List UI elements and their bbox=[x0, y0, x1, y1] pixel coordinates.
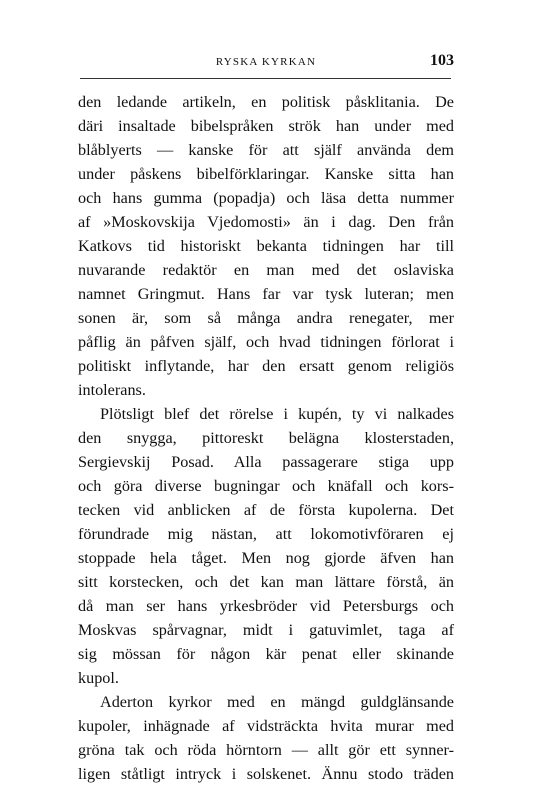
text-line: ligen ståtligt intryck i solskenet. Ännu stodo träden bbox=[78, 765, 454, 783]
body-text bbox=[78, 90, 454, 786]
text-line: nuvarande redaktör en man med det oslaviska bbox=[78, 261, 454, 279]
text-line: blåblyerts — kanske för att själf använda dem bbox=[78, 141, 454, 159]
text-line: under påskens bibelförklaringar. Kanske sitta han bbox=[78, 165, 454, 183]
text-line: intolerans. bbox=[78, 381, 146, 399]
text-line: påflig än påfven själf, och hvad tidningen förlorat i bbox=[78, 333, 454, 351]
text-line: däri insaltade bibelspråken strök han under med bbox=[78, 117, 454, 135]
text-line: Katkovs tid historiskt bekanta tidningen har till bbox=[78, 237, 454, 255]
text-line: Plötsligt blef det rörelse i kupén, ty vi nalkades bbox=[100, 405, 454, 423]
text-line: Moskvas spårvagnar, midt i gatuvimlet, taga af bbox=[78, 621, 454, 639]
text-line: tecken vid anblicken af de första kupolerna. Det bbox=[78, 501, 454, 519]
text-line: Sergievskij Posad. Alla passagerare stiga upp bbox=[78, 453, 454, 471]
text-line: kupol. bbox=[78, 669, 119, 687]
text-line: stoppade hela tåget. Men nog gjorde äfven han bbox=[78, 549, 454, 567]
text-line: namnet Gringmut. Hans far var tysk luteran; men bbox=[78, 285, 454, 303]
running-title: RYSKA KYRKAN bbox=[215, 56, 317, 68]
text-line: och göra diverse bugningar och knäfall och kors- bbox=[78, 477, 454, 495]
text-line: och hans gumma (popadja) och läsa detta nummer bbox=[78, 189, 454, 207]
text-line: sonen är, som så många andra renegater, mer bbox=[78, 309, 454, 327]
text-line: sitt korstecken, och det kan man lättare förstå, än bbox=[78, 573, 454, 591]
text-line: politiskt inflytande, har den ersatt genom religiös bbox=[78, 357, 454, 375]
text-line: då man ser hans yrkesbröder vid Petersburgs och bbox=[78, 597, 454, 615]
text-line: förundrade mig nästan, att lokomotivföraren ej bbox=[78, 525, 454, 543]
text-line: Aderton kyrkor med en mängd guldglänsande bbox=[100, 693, 454, 711]
running-head bbox=[78, 52, 454, 74]
text-line: sig mössan för någon kär penat eller skinande bbox=[78, 645, 454, 663]
text-line: gröna tak och röda hörntorn — allt gör ett synner- bbox=[78, 741, 454, 759]
page-number: 103 bbox=[430, 52, 454, 69]
text-line: kupoler, inhägnade af vidsträckta hvita murar med bbox=[78, 717, 454, 735]
text-line: den snygga, pittoreskt belägna klosterstaden, bbox=[78, 429, 454, 447]
text-line: af »Moskovskija Vjedomosti» än i dag. Den från bbox=[78, 213, 454, 231]
header-rule bbox=[80, 78, 451, 79]
text-line: den ledande artikeln, en politisk påsklitania. De bbox=[78, 93, 454, 111]
